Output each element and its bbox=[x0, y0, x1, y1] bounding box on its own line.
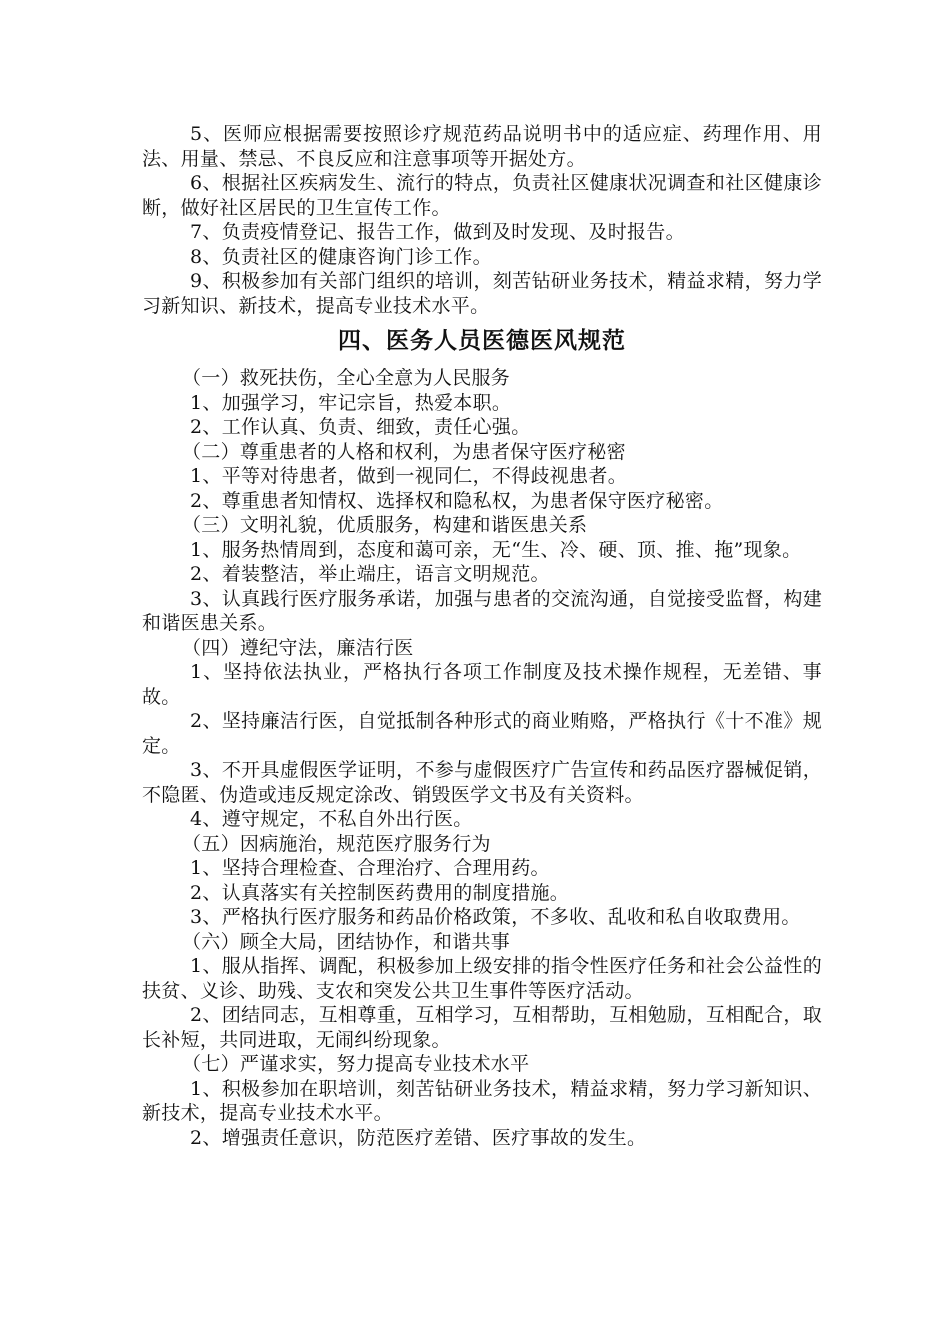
paragraph: 2、认真落实有关控制医药费用的制度措施。 bbox=[190, 881, 570, 904]
paragraph: 9、积极参加有关部门组织的培训，刻苦钻研业务技术，精益求精，努力学习新知识、新技术，提高专业技术水平。 bbox=[142, 270, 822, 317]
section-2 bbox=[142, 440, 822, 514]
paragraph: 2、着装整洁，举止端庄，语言文明规范。 bbox=[190, 563, 550, 585]
paragraph: 1、积极参加在职培训，刻苦钻研业务技术，精益求精，努力学习新知识、新技术，提高专业技术水平。 bbox=[142, 1077, 822, 1124]
subsection-heading: （七）严谨求实，努力提高专业技术水平 bbox=[182, 1053, 530, 1075]
paragraph: 4、遵守规定，不私自外出行医。 bbox=[190, 808, 473, 830]
paragraph: 6、根据社区疾病发生、流行的特点，负责社区健康状况调查和社区健康诊断，做好社区居民的卫生宣传工作。 bbox=[142, 172, 822, 219]
section-6 bbox=[142, 930, 822, 1053]
section-title: 四、医务人员医德医风规范 bbox=[338, 328, 626, 354]
paragraph: 3、认真践行医疗服务承诺，加强与患者的交流沟通，自觉接受监督，构建和谐医患关系。 bbox=[142, 587, 822, 634]
section-4 bbox=[142, 636, 822, 832]
paragraph: 1、平等对待患者，做到一视同仁，不得歧视患者。 bbox=[190, 465, 627, 487]
subsection-heading: （六）顾全大局，团结协作，和谐共事 bbox=[182, 930, 511, 953]
intro-block bbox=[142, 122, 822, 318]
paragraph: 1、服务热情周到，态度和蔼可亲，无“生、冷、硬、顶、推、拖”现象。 bbox=[190, 538, 802, 561]
paragraph: 2、增强责任意识，防范医疗差错、医疗事故的发生。 bbox=[190, 1126, 647, 1149]
paragraph: 1、服从指挥、调配，积极参加上级安排的指令性医疗任务和社会公益性的扶贫、义诊、助残、支农和突发公共卫生事件等医疗活动。 bbox=[142, 955, 822, 1002]
subsection-heading: （五）因病施治，规范医疗服务行为 bbox=[182, 832, 491, 855]
paragraph: 5、医师应根据需要按照诊疗规范药品说明书中的适应症、药理作用、用法、用量、禁忌、不良反应和注意事项等开据处方。 bbox=[142, 123, 822, 170]
paragraph: 2、坚持廉洁行医，自觉抵制各种形式的商业贿赂，严格执行《十不准》规定。 bbox=[142, 710, 822, 757]
subsection-heading: （二）尊重患者的人格和权利，为患者保守医疗秘密 bbox=[182, 440, 626, 463]
paragraph: 1、坚持合理检查、合理治疗、合理用药。 bbox=[190, 857, 550, 879]
subsection-heading: （一）救死扶伤，全心全意为人民服务 bbox=[182, 367, 511, 389]
paragraph: 7、负责疫情登记、报告工作，做到及时发现、及时报告。 bbox=[190, 221, 685, 243]
section-3 bbox=[142, 513, 822, 636]
paragraph: 8、负责社区的健康咨询门诊工作。 bbox=[190, 245, 492, 268]
paragraph: 1、加强学习，牢记宗旨，热爱本职。 bbox=[190, 391, 512, 414]
paragraph: 3、不开具虚假医学证明，不参与虚假医疗广告宣传和药品医疗器械促销，不隐匿、伪造或违反规定涂改、销毁医学文书及有关资料。 bbox=[142, 759, 822, 806]
paragraph: 2、工作认真、负责、细致，责任心强。 bbox=[190, 416, 531, 438]
section-7 bbox=[142, 1052, 822, 1150]
paragraph: 1、坚持依法执业，严格执行各项工作制度及技术操作规程，无差错、事故。 bbox=[142, 661, 822, 708]
section-5 bbox=[142, 832, 822, 930]
paragraph: 2、尊重患者知情权、选择权和隐私权，为患者保守医疗秘密。 bbox=[190, 489, 724, 512]
paragraph: 3、严格执行医疗服务和药品价格政策，不多收、乱收和私自收取费用。 bbox=[190, 906, 801, 928]
subsection-heading: （四）遵纪守法，廉洁行医 bbox=[182, 636, 414, 659]
section-1 bbox=[142, 366, 822, 440]
subsection-heading: （三）文明礼貌，优质服务，构建和谐医患关系 bbox=[182, 514, 588, 536]
paragraph: 2、团结同志，互相尊重，互相学习，互相帮助，互相勉励，互相配合，取长补短，共同进取，无闹纠纷现象。 bbox=[142, 1004, 822, 1051]
